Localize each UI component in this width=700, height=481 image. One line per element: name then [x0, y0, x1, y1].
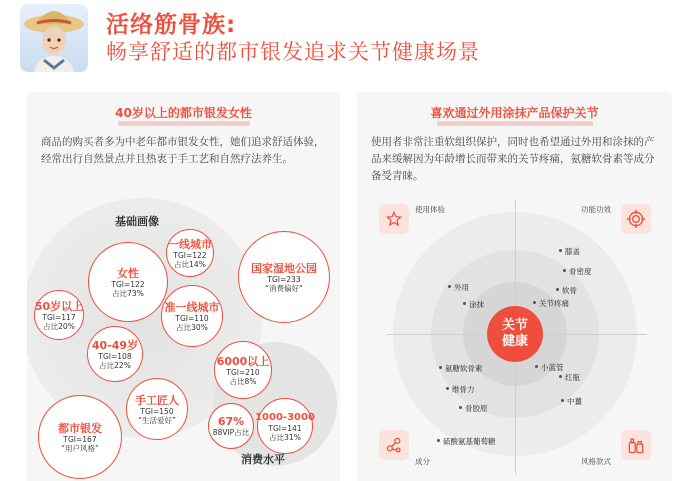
tag-collagen: 骨胶原 [465, 404, 488, 413]
bubble-wetland-park: 国家湿地公园 TGI=233 “消费偏好” [238, 231, 330, 323]
center-joint-health: 关节 健康 [487, 306, 543, 362]
bubble-female: 女性 TGI=122 占比73% [88, 242, 168, 322]
corner-label-ingredient: 成分 [415, 457, 430, 466]
right-panel-description: 使用者非常注重软组织保护，同时也希望通过外用和涂抹的产品来缓解因为年龄增长而带来的关节疼痛，氨糖软骨素等成分备受青睐。 [371, 136, 655, 182]
tag-red-bottle: 红瓶 [565, 373, 580, 382]
tag-zhongxue: 中薑 [567, 397, 582, 406]
bubble-new-tier1-city: 准一线城市 TGI=110 占比30% [161, 285, 223, 347]
consumption-label: 消费水平 [241, 453, 285, 466]
tag-joint-pain: 关节疼痛 [539, 299, 569, 308]
tag-glucosamine-chondroitin: 氨糖软骨素 [445, 364, 483, 373]
target-icon [621, 204, 651, 234]
avatar [20, 4, 88, 72]
tag-weiguli: 维骨力 [452, 385, 475, 394]
star-icon [379, 204, 409, 234]
bubble-88vip: 67% 88VIP占比 [208, 403, 254, 449]
tag-knee: 膝盖 [565, 247, 580, 256]
page-title: 活络筋骨族: [106, 12, 237, 38]
tag-cartilage: 软骨 [562, 286, 577, 295]
bubble-tier1-city: 一线城市 TGI=122 占比14% [166, 229, 214, 277]
bubble-income-6000plus: 6000以上 TGI=210 占比8% [214, 341, 272, 399]
right-panel-title: 喜欢通过外用涂抹产品保护关节 [357, 104, 672, 121]
bubble-age-40-49: 40-49岁 TGI=108 占比22% [87, 326, 143, 382]
joint-care-panel [357, 92, 672, 481]
tag-glucosamine-sulfate: 硫酸氨基葡萄糖 [443, 437, 496, 446]
molecule-icon [379, 430, 409, 460]
bubble-craftsman: 手工匠人 TGI=150 “生活爱好” [126, 378, 188, 440]
tag-blue-tube: 小蓝管 [541, 363, 564, 372]
bottle-icon [621, 430, 651, 460]
corner-label-style: 风格款式 [581, 457, 611, 466]
left-panel-description: 商品的购买者多为中老年都市银发女性，她们追求舒适体验，经常出行自然景点并且热衷于手工艺和自然疗法养生。 [41, 136, 325, 165]
bubble-age-50plus: 50岁以上 TGI=117 占比20% [34, 290, 84, 340]
base-profile-label: 基础画像 [115, 215, 159, 228]
bubble-urban-silver: 都市银发 TGI=167 “用户风格” [38, 395, 122, 479]
bubble-income-1000-3000: 1000-3000 TGI=141 占比31% [257, 398, 313, 454]
corner-label-experience: 使用体验 [415, 205, 445, 214]
tag-bone-density: 骨密度 [569, 267, 592, 276]
page-subtitle: 畅享舒适的都市银发追求关节健康场景 [106, 40, 480, 64]
user-profile-panel [27, 92, 340, 481]
corner-label-function: 功能功效 [581, 205, 611, 214]
left-panel-title: 40岁以上的都市银发女性 [27, 104, 340, 121]
tag-external-use: 外用 [454, 283, 469, 292]
tag-smear: 涂抹 [469, 300, 484, 309]
